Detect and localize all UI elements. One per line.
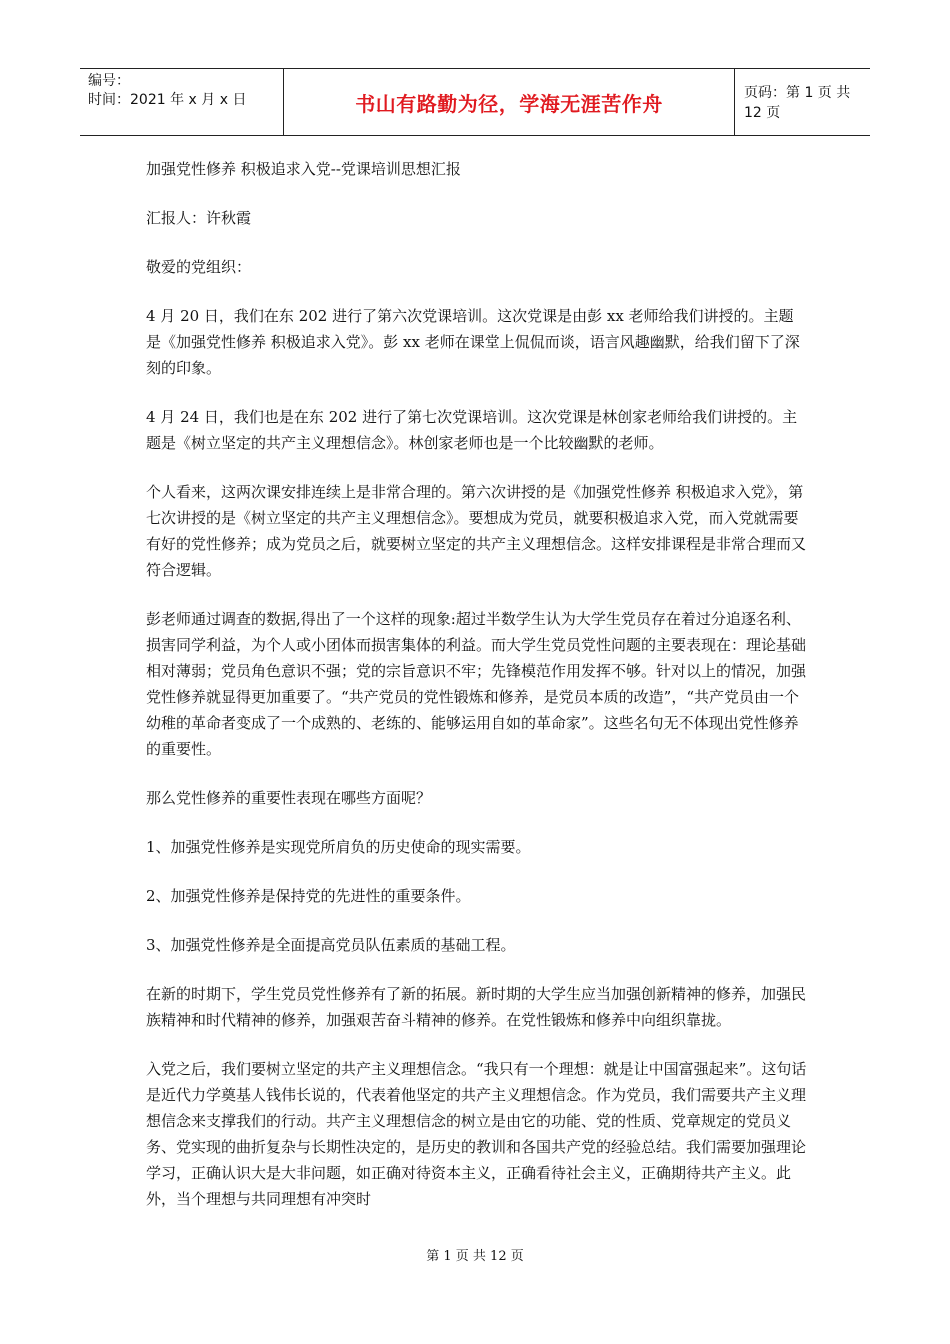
reporter-line: 汇报人：许秋霞 [146,209,252,227]
document-title: 加强党性修养 积极追求入党--党课培训思想汇报 [146,160,461,178]
paragraph: 4 月 20 日，我们在东 202 进行了第六次党课培训。这次党课是由彭 xx 老师给我们讲授的。主题是《加强党性修养 积极追求入党》。彭 xx 老师在课堂上侃侃而谈，语言风趣幽默，给我们留下了深刻的印象。 [146,307,800,377]
paragraph: 入党之后，我们要树立坚定的共产主义理想信念。“我只有一个理想：就是让中国富强起来”。这句话是近代力学奠基人钱伟长说的，代表着他坚定的共产主义理想信念。作为党员，我们需要共产主义理想信念来支撑我们的行动。共产主义理想信念的树立是由它的功能、党的性质、党章规定的党员义务、党实现的曲折复杂与长期性决定的，是历史的教训和各国共产党的经验总结。我们需要加强理论学习，正确认识大是大非问题，如正确对待资本主义，正确看待社会主义，正确期待共产主义。此外，当个理想与共同理想有冲突时 [146,1060,807,1208]
document-body [146,156,808,1235]
time-label: 时间：2021 年 x 月 x 日 [88,92,247,108]
paragraph: 在新的时期下，学生党员党性修养有了新的拓展。新时期的大学生应当加强创新精神的修养，加强民族精神和时代精神的修养，加强艰苦奋斗精神的修养。在党性锻炼和修养中向组织靠拢。 [146,985,807,1029]
page-footer: 第 1 页 共 12 页 [426,1249,524,1264]
list-item: 3、加强党性修养是全面提高党员队伍素质的基础工程。 [146,936,516,954]
list-item: 2、加强党性修养是保持党的先进性的重要条件。 [146,887,471,905]
paragraph: 4 月 24 日，我们也是在东 202 进行了第七次党课培训。这次党课是林创家老师给我们讲授的。主题是《树立坚定的共产主义理想信念》。林创家老师也是一个比较幽默的老师。 [146,408,798,452]
header-motto: 书山有路勤为径，学海无涯苦作舟 [283,69,735,135]
paragraph: 那么党性修养的重要性表现在哪些方面呢？ [146,789,432,807]
number-label: 编号： [88,73,130,89]
page-header [80,68,870,136]
header-page-label: 页码：第 1 页 共 12 页 [744,85,851,121]
paragraph: 个人看来，这两次课安排连续上是非常合理的。第六次讲授的是《加强党性修养 积极追求入党》，第七次讲授的是《树立坚定的共产主义理想信念》。要想成为党员，就要积极追求入党，而入党就需要有好的党性修养；成为党员之后，就要树立坚定的共产主义理想信念。这样安排课程是非常合理而又符合逻辑。 [146,483,807,579]
header-meta [80,69,283,135]
salutation: 敬爱的党组织： [146,258,252,276]
paragraph: 彭老师通过调查的数据,得出了一个这样的现象:超过半数学生认为大学生党员存在着过分追逐名利、损害同学利益，为个人或小团体而损害集体的利益。而大学生党员党性问题的主要表现在：理论基础相对薄弱；党员角色意识不强；党的宗旨意识不牢；先锋模范作用发挥不够。针对以上的情况，加强党性修养就显得更加重要了。“共产党员的党性锻炼和修养，是党员本质的改造”，“共产党员由一个幼稚的革命者变成了一个成熟的、老练的、能够运用自如的革命家”。这些名句无不体现出党性修养的重要性。 [146,610,807,758]
list-item: 1、加强党性修养是实现党所肩负的历史使命的现实需要。 [146,838,531,856]
